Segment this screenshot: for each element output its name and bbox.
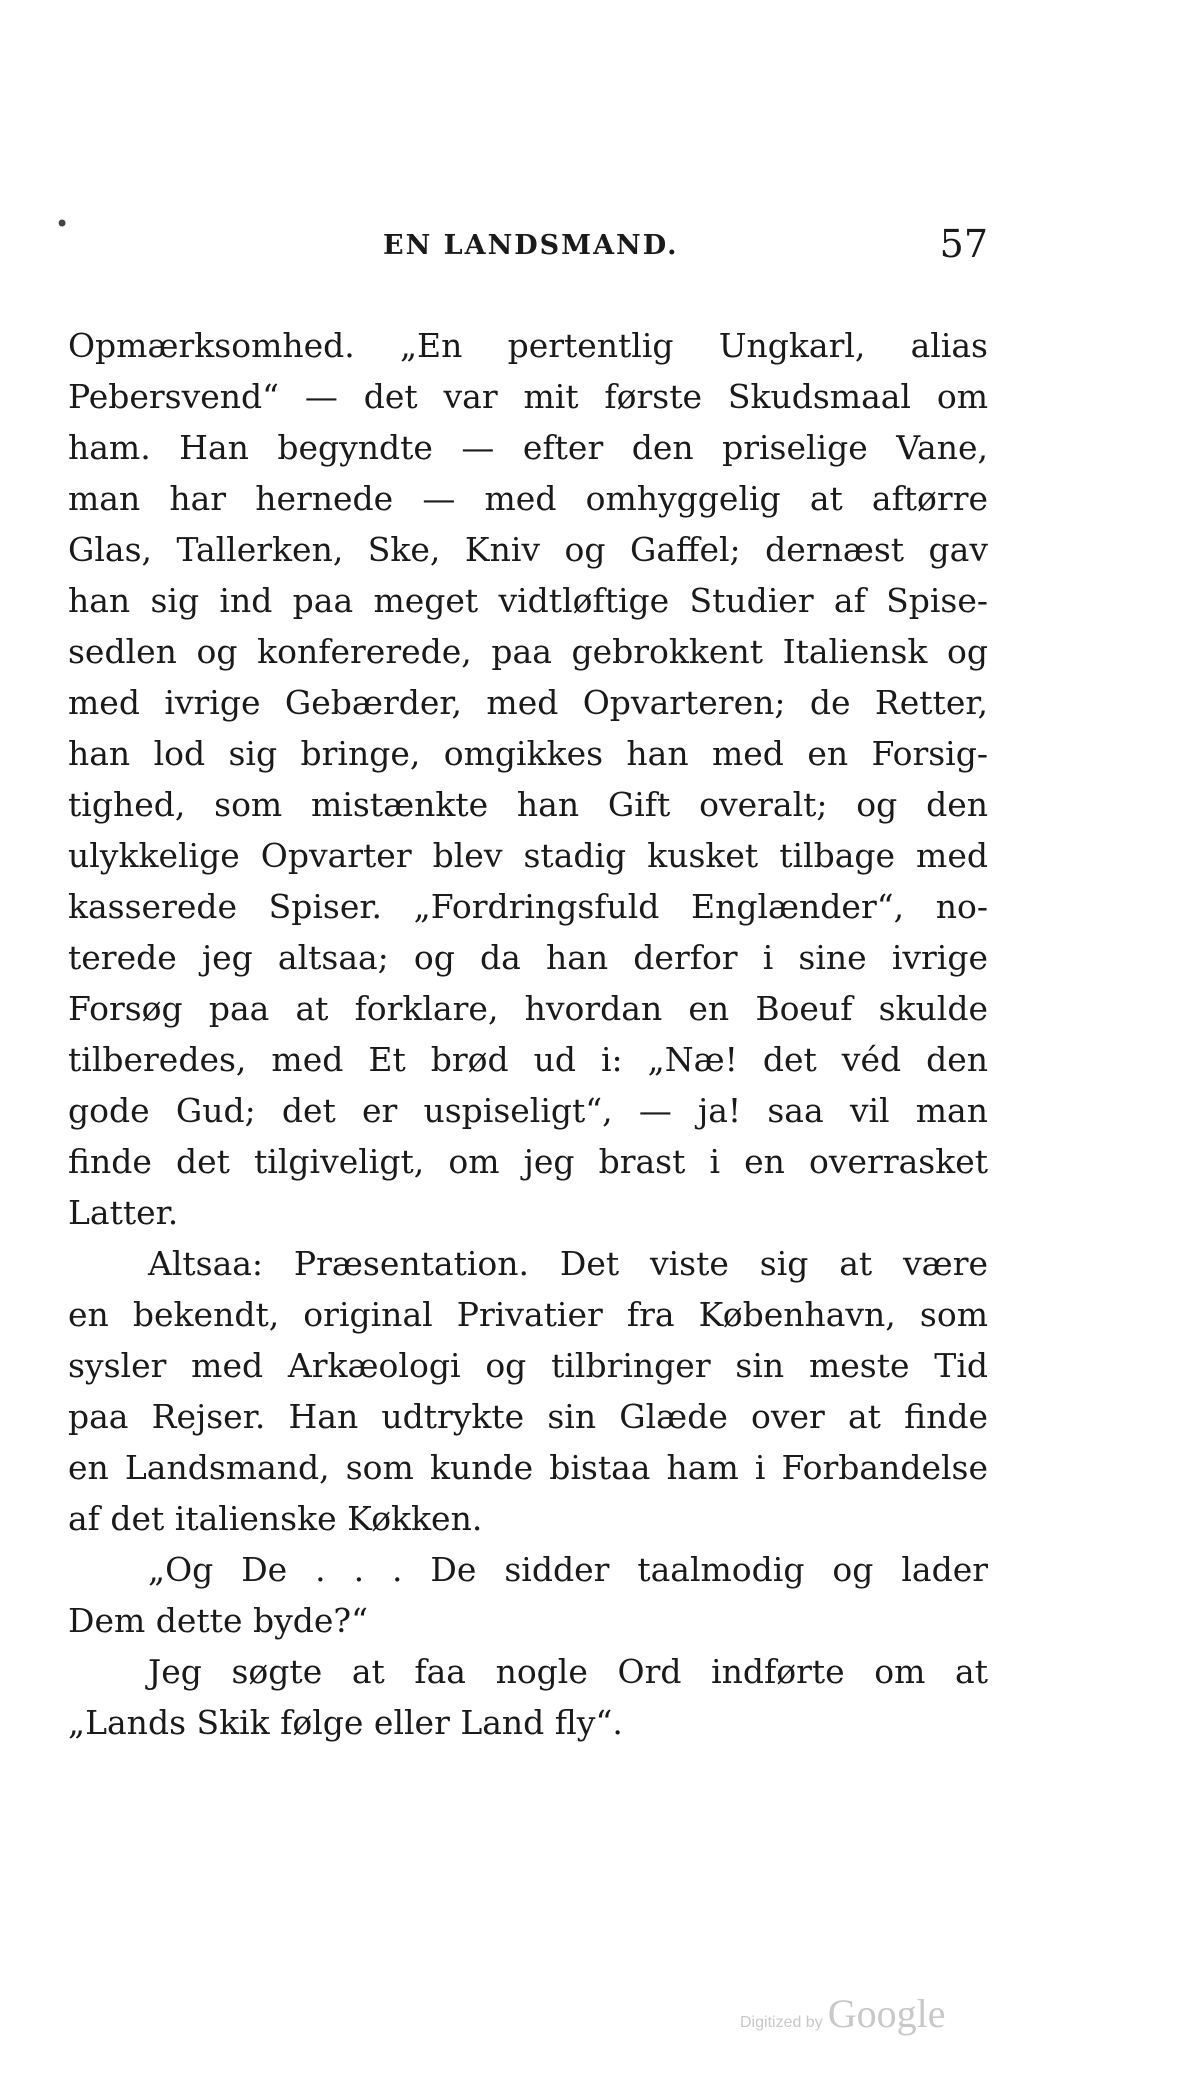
text-line: Opmærksomhed. „En pertentlig Ungkarl, alias <box>68 326 988 365</box>
text-line: finde det tilgiveligt, om jeg brast i en overrasket <box>68 1142 988 1181</box>
text-line: sedlen og konfererede, paa gebrokkent Italiensk og <box>68 632 988 671</box>
text-line: Dem dette byde?“ <box>68 1601 368 1640</box>
text-line: Glas, Tallerken, Ske, Kniv og Gaffel; dernæst gav <box>68 530 988 569</box>
text-line: kasserede Spiser. „Fordringsfuld Englænder“, no- <box>68 887 988 926</box>
page-number: 57 <box>939 222 988 266</box>
text-line: Pebersvend“ — det var mit første Skudsmaal om <box>68 377 988 416</box>
text-line: ulykkelige Opvarter blev stadig kusket tilbage med <box>68 836 988 875</box>
body-text <box>68 320 988 1748</box>
text-line: „Lands Skik følge eller Land fly“. <box>68 1703 623 1742</box>
google-logo: Google <box>827 1991 946 2036</box>
text-line: med ivrige Gebærder, med Opvarteren; de Retter, <box>68 683 988 722</box>
text-line: terede jeg altsaa; og da han derfor i sine ivrige <box>68 938 988 977</box>
running-head: EN LANDSMAND. <box>383 230 679 261</box>
text-line: han lod sig bringe, omgikkes han med en Forsig- <box>68 734 988 773</box>
text-line: ham. Han begyndte — efter den priselige Vane, <box>68 428 988 467</box>
text-line: Forsøg paa at forklare, hvordan en Boeuf skulde <box>68 989 988 1028</box>
digitized-watermark <box>740 1990 946 2037</box>
text-line: Latter. <box>68 1193 179 1232</box>
text-line: han sig ind paa meget vidtløftige Studier af Spise- <box>68 581 988 620</box>
margin-mark: • <box>55 210 70 238</box>
page-header <box>68 222 988 272</box>
text-line: en Landsmand, som kunde bistaa ham i Forbandelse <box>68 1448 988 1487</box>
text-line: af det italienske Køkken. <box>68 1499 483 1538</box>
text-line: Altsaa: Præsentation. Det viste sig at være <box>148 1244 988 1283</box>
text-line: tilberedes, med Et brød ud i: „Næ! det véd den <box>68 1040 988 1079</box>
text-line: „Og De . . . De sidder taalmodig og lader <box>148 1550 988 1589</box>
text-line: gode Gud; det er uspiseligt“, — ja! saa vil man <box>68 1091 988 1130</box>
watermark-prefix: Digitized by <box>740 2014 823 2031</box>
text-line: Jeg søgte at faa nogle Ord indførte om at <box>148 1652 988 1691</box>
text-line: tighed, som mistænkte han Gift overalt; og den <box>68 785 988 824</box>
text-line: man har hernede — med omhyggelig at aftørre <box>68 479 988 518</box>
text-line: sysler med Arkæologi og tilbringer sin meste Tid <box>68 1346 988 1385</box>
text-line: paa Rejser. Han udtrykte sin Glæde over at finde <box>68 1397 988 1436</box>
text-line: en bekendt, original Privatier fra København, som <box>68 1295 988 1334</box>
